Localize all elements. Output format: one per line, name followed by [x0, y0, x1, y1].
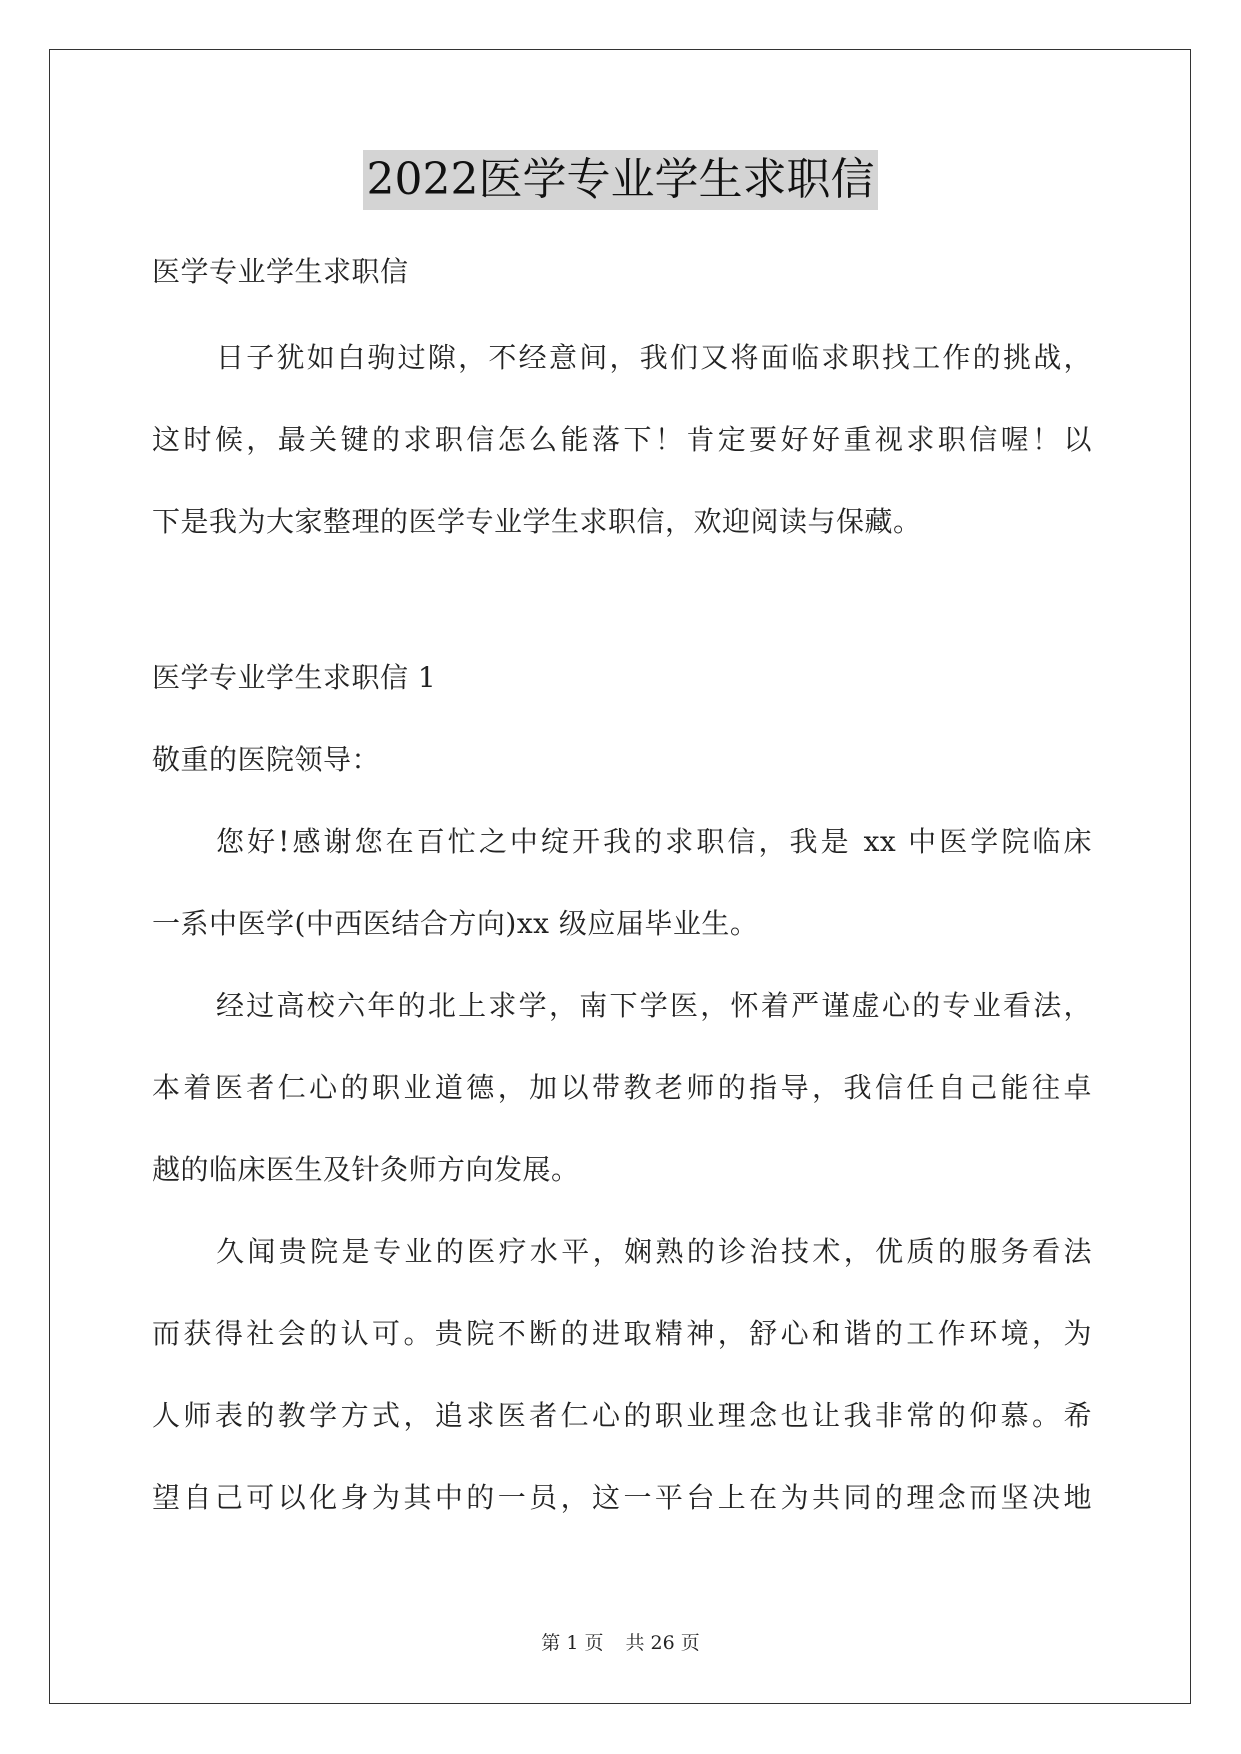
page-number: 第 1 页 [541, 1632, 604, 1654]
paragraph-line: 而获得社会的认可。贵院不断的进取精神，舒心和谐的工作环境，为 [152, 1317, 1092, 1350]
intro-line: 日子犹如白驹过隙，不经意间，我们又将面临求职找工作的挑战， [216, 341, 1092, 374]
document-body [152, 248, 1092, 1522]
paragraph-line: 望自己可以化身为其中的一员，这一平台上在为共同的理念而坚决地 [152, 1481, 1092, 1514]
paragraph-line: 经过高校六年的北上求学，南下学医，怀着严谨虚心的专业看法， [216, 989, 1092, 1022]
document-title: 2022医学专业学生求职信 [363, 150, 879, 210]
section-heading: 医学专业学生求职信 1 [152, 661, 437, 694]
intro-line: 下是我为大家整理的医学专业学生求职信，欢迎阅读与保藏。 [152, 505, 922, 538]
paragraph-line: 您好!感谢您在百忙之中绽开我的求职信，我是 xx 中医学院临床 [216, 825, 1092, 858]
paragraph-line: 久闻贵院是专业的医疗水平，娴熟的诊治技术，优质的服务看法 [216, 1235, 1092, 1268]
salutation: 敬重的医院领导： [152, 743, 381, 776]
intro-line: 这时候，最关键的求职信怎么能落下！肯定要好好重视求职信喔！以 [152, 423, 1092, 456]
paragraph-line: 越的临床医生及针灸师方向发展。 [152, 1153, 580, 1186]
document-title-wrapper [0, 150, 1241, 210]
subtitle: 医学专业学生求职信 [152, 255, 409, 288]
paragraph-line: 本着医者仁心的职业道德，加以带教老师的指导，我信任自己能往卓 [152, 1071, 1092, 1104]
paragraph-line: 一系中医学(中西医结合方向)xx 级应届毕业生。 [152, 907, 759, 940]
page-footer [0, 1630, 1241, 1656]
page-total: 共 26 页 [625, 1632, 700, 1654]
paragraph-line: 人师表的教学方式，追求医者仁心的职业理念也让我非常的仰慕。希 [152, 1399, 1092, 1432]
